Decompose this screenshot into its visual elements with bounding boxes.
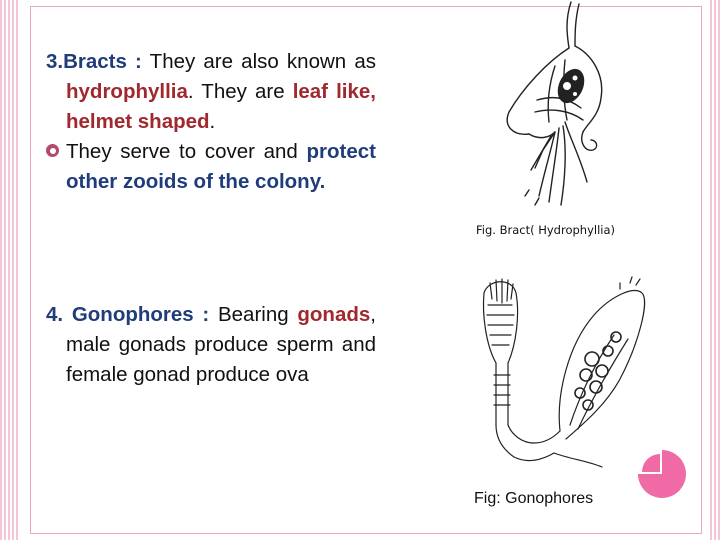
bracts-text-3: . [209,110,216,133]
gonophores-figure-caption: Fig: Gonophores [474,490,594,507]
gonophores-text-2: , male gonads produce sperm and female gonad produce ova [66,303,376,386]
bullet-text-1: They serve to cover and [66,140,307,163]
left-decorative-border [0,0,18,540]
bracts-description: leaf like, helmet shaped [66,80,376,133]
bracts-bullet [46,137,376,197]
bullet-text-2: protect other zooids of the colony. [66,140,376,193]
bract-illustration [495,0,615,215]
circle-bullet-icon [46,144,59,157]
bracts-text-1: They are also known as [141,50,376,73]
bract-figure-caption: Fig. Bract( Hydrophyllia) [476,223,615,237]
gonophores-heading: 4. Gonophores : [46,303,210,326]
bracts-section [46,47,376,197]
gonophores-text-1: Bearing [209,303,298,326]
pie-quarter-icon [638,450,686,498]
bracts-paragraph [46,47,376,137]
gonophores-paragraph [46,300,376,390]
bracts-term: hydrophyllia [66,80,188,103]
bracts-text-2: . They are [187,80,293,103]
gonophores-term: gonads [297,303,371,326]
bracts-heading: 3.Bracts : [46,50,142,73]
gonophores-illustration [470,275,670,470]
gonophores-section [46,300,376,390]
right-decorative-border [710,0,720,540]
